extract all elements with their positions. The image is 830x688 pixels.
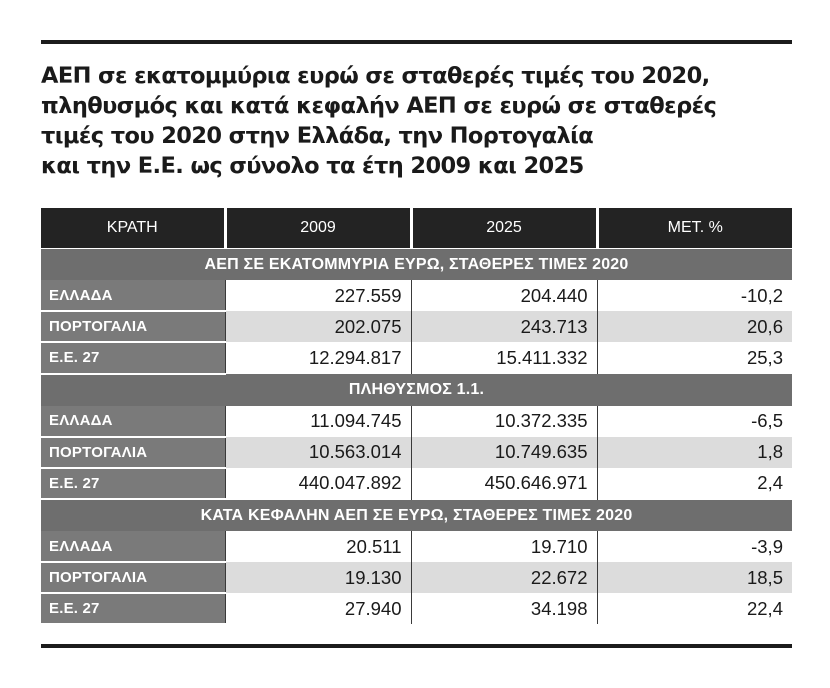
value-2025-cell: 15.411.332 <box>411 342 597 374</box>
change-cell: 22,4 <box>597 593 792 624</box>
top-rule <box>41 40 792 44</box>
country-cell: ΕΛΛΑΔΑ <box>41 280 225 311</box>
value-2009-cell: 20.511 <box>225 531 411 562</box>
table-row <box>41 437 792 468</box>
table-row <box>41 531 792 562</box>
table-row <box>41 406 792 437</box>
section-title: ΚΑΤΑ ΚΕΦΑΛΗΝ ΑΕΠ ΣΕ ΕΥΡΩ, ΣΤΑΘΕΡΕΣ ΤΙΜΕΣ 2020 <box>41 499 792 531</box>
value-2025-cell: 450.646.971 <box>411 468 597 500</box>
header-change: ΜΕΤ. % <box>597 208 792 249</box>
value-2025-cell: 204.440 <box>411 280 597 311</box>
bottom-rule <box>41 644 792 648</box>
change-cell: -3,9 <box>597 531 792 562</box>
country-cell: ΠΟΡΤΟΓΑΛΙΑ <box>41 437 225 468</box>
value-2009-cell: 12.294.817 <box>225 342 411 374</box>
header-2025: 2025 <box>411 208 597 249</box>
title-line-1: ΑΕΠ σε εκατομμύρια ευρώ σε σταθερές τιμές του 2020, <box>41 63 710 89</box>
section-title: ΠΛΗΘΥΣΜΟΣ 1.1. <box>41 374 792 406</box>
country-cell: ΠΟΡΤΟΓΑΛΙΑ <box>41 562 225 593</box>
value-2025-cell: 34.198 <box>411 593 597 624</box>
section-per-capita-header <box>41 499 792 531</box>
change-cell: -10,2 <box>597 280 792 311</box>
section-population-header <box>41 374 792 406</box>
value-2009-cell: 440.047.892 <box>225 468 411 500</box>
value-2025-cell: 19.710 <box>411 531 597 562</box>
country-cell: Ε.Ε. 27 <box>41 468 225 500</box>
table-row <box>41 468 792 500</box>
value-2025-cell: 22.672 <box>411 562 597 593</box>
table-row <box>41 311 792 342</box>
header-2009: 2009 <box>225 208 411 249</box>
value-2009-cell: 19.130 <box>225 562 411 593</box>
statistics-table <box>41 208 792 625</box>
section-gdp-header <box>41 249 792 281</box>
country-cell: Ε.Ε. 27 <box>41 342 225 374</box>
value-2009-cell: 227.559 <box>225 280 411 311</box>
table-row <box>41 342 792 374</box>
value-2025-cell: 243.713 <box>411 311 597 342</box>
change-cell: 20,6 <box>597 311 792 342</box>
change-cell: 1,8 <box>597 437 792 468</box>
table-row <box>41 280 792 311</box>
country-cell: ΠΟΡΤΟΓΑΛΙΑ <box>41 311 225 342</box>
title-line-4: και την Ε.Ε. ως σύνολο τα έτη 2009 και 2025 <box>41 153 584 179</box>
header-row <box>41 208 792 249</box>
table-title <box>41 61 792 181</box>
table-row <box>41 593 792 624</box>
value-2009-cell: 11.094.745 <box>225 406 411 437</box>
table-row <box>41 562 792 593</box>
title-line-3: τιμές του 2020 στην Ελλάδα, την Πορτογαλία <box>41 123 594 149</box>
value-2009-cell: 202.075 <box>225 311 411 342</box>
change-cell: 18,5 <box>597 562 792 593</box>
country-cell: ΕΛΛΑΔΑ <box>41 406 225 437</box>
section-title: ΑΕΠ ΣΕ ΕΚΑΤΟΜΜΥΡΙΑ ΕΥΡΩ, ΣΤΑΘΕΡΕΣ ΤΙΜΕΣ 2020 <box>41 249 792 281</box>
value-2009-cell: 10.563.014 <box>225 437 411 468</box>
change-cell: 25,3 <box>597 342 792 374</box>
value-2025-cell: 10.372.335 <box>411 406 597 437</box>
title-line-2: πληθυσμός και κατά κεφαλήν ΑΕΠ σε ευρώ σε σταθερές <box>41 93 717 119</box>
change-cell: 2,4 <box>597 468 792 500</box>
value-2025-cell: 10.749.635 <box>411 437 597 468</box>
country-cell: ΕΛΛΑΔΑ <box>41 531 225 562</box>
country-cell: Ε.Ε. 27 <box>41 593 225 624</box>
change-cell: -6,5 <box>597 406 792 437</box>
header-country: ΚΡΑΤΗ <box>41 208 225 249</box>
value-2009-cell: 27.940 <box>225 593 411 624</box>
